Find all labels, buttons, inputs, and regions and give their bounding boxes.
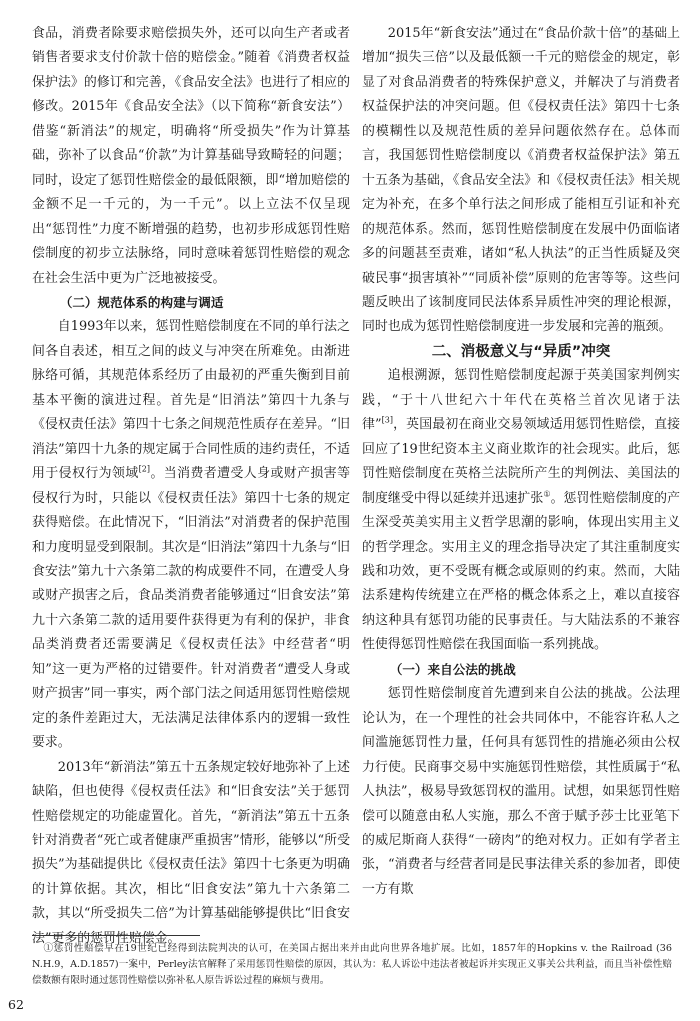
citation-ref: [3]: [381, 415, 393, 425]
footnote-marker: ①: [543, 489, 551, 499]
paragraph-text: ，英国最初在商业交易领域适用惩罚性赔偿，直接回应了19世纪资本主义商业欺诈的社会现实。此后，惩罚性赔偿制度在英格兰法院所产生的判例法、美国法的制度继受中得以延续并迅速扩张: [362, 417, 680, 506]
page-number: 62: [8, 997, 24, 1012]
citation-ref: [2]: [138, 464, 151, 474]
subsection-heading: （一）来自公法的挑战: [389, 661, 516, 677]
footnote: [32, 941, 672, 989]
paragraph-text: 。当消费者遭受人身或财产损害等侵权行为时，只能以《侵权责任法》第四十七条的规定获得赔偿。在此情况下，“旧消法”对消费者的保护范围和力度明显受到限制。其次是“旧消法”第四十九条与“旧食安法”第九十六条第二款的构成要件不同，在遭受人身或财产损害之后，食品类消费者能够通过“旧食安法”第九十六条第二款的适用要件获得更为有利的保护，非食品类消费者还需要满足《侵权责任法》中经营者“明知”这一更为严格的过错要件。针对消费者“遭受人身或财产损害”同一事实，两个部门法之间适用惩罚性赔偿规定的条件差距过大，无法满足法律体系内的逻辑一致性要求。: [32, 466, 351, 751]
left-column: [32, 22, 350, 951]
paragraph-text: 。惩罚性赔偿制度的产生深受英美实用主义哲学思潮的影响，体现出实用主义的哲学理念。实用主义的理念指导决定了其注重制度实践和功效，更不受既有概念或原则的约束。然而，大陆法系建构传统建立在严格的概念体系之上，难以直接容纳这种具有惩罚功能的民事责任。与大陆法系的不兼容性使得惩罚性赔偿在我国面临一系列挑战。: [362, 490, 681, 653]
paragraph-text: 追根溯源，惩罚性赔偿制度起源于英美国家判例实践，“于十八世纪六十年代在英格兰首次见诸于法律”: [362, 368, 680, 433]
footnote-rule: [32, 935, 200, 936]
subsection-heading: （二）规范体系的构建与调适: [59, 294, 224, 310]
paragraph: 惩罚性赔偿制度首先遭到来自公法的挑战。公法理论认为，在一个理性的社会共同体中，不能容许私人之间滥施惩罚性力量，任何具有惩罚性的措施必须由公权力行使。民商事交易中实施惩罚性赔偿，其性质属于“私人执法”，极易导致惩罚权的滥用。试想，如果惩罚性赔偿可以随意由私人实施，那么不啻于赋予莎士比亚笔下的威尼斯商人获得“一磅肉”的绝对权力。正如有学者主张，“消费者与经营者同是民事法律关系的参加者，即使一方有欺: [362, 686, 680, 897]
paragraph: 2013年“新消法”第五十五条规定较好地弥补了上述缺陷，但也使得《侵权责任法》和“旧食安法”关于惩罚性赔偿规定的功能虚置化。首先，“新消法”第五十五条针对消费者“死亡或者健康严重损害”情形，能够以“所受损失”为基础提供比《侵权责任法》第四十七条更为明确的计算依据。其次，相比“旧食安法”第九十六条第二款，其以“所受损失二倍”为计算基础能够提供比“旧食安法”更多的惩罚性赔偿金。: [32, 759, 350, 946]
paragraph: [362, 364, 680, 657]
section-heading: 二、消极意义与“异质”冲突: [431, 343, 611, 360]
right-column: [362, 22, 680, 902]
paragraph: 食品，消费者除要求赔偿损失外，还可以向生产者或者销售者要求支付价款十倍的赔偿金。”随着《消费者权益保护法》的修订和完善，《食品安全法》也进行了相应的修改。2015年《食品安全法》（以下简称“新食安法”）借鉴“新消法”的规定，明确将“所受损失”作为计算基础，弥补了以食品“价款”为计算基础导致畸轻的问题；同时，设定了惩罚性赔偿金的最低限额，即“增加赔偿的金额不足一千元的，为一千元”。以上立法不仅呈现出“惩罚性”力度不断增强的趋势，也初步形成惩罚性赔偿制度的初步立法脉络，同时意味着惩罚性赔偿的观念在社会生活中更为广泛地被接受。: [32, 26, 350, 286]
paragraph-text: 自1993年以来，惩罚性赔偿制度在不同的单行法之间各自表述，相互之间的歧义与冲突在所难免。由渐进脉络可循，其规范体系经历了由最初的严重失衡到目前基本平衡的演进过程。首先是“旧消法”第四十九条与《侵权责任法》第四十七条之间规范性质存在差异。“旧消法”第四十九条的规定属于合同性质的违约责任，不适用于侵权行为领域: [32, 319, 350, 482]
paragraph: [32, 315, 350, 755]
paragraph: 2015年“新食安法”通过在“食品价款十倍”的基础上增加“损失三倍”以及最低额一千元的赔偿金的规定，彰显了对食品消费者的特殊保护意义，并解决了与消费者权益保护法的冲突问题。但《侵权责任法》第四十七条的模糊性以及规范性质的差异问题依然存在。总体而言，我国惩罚性赔偿制度以《消费者权益保护法》第五十五条为基础，《食品安全法》和《侵权责任法》相关规定为补充，在多个单行法之间形成了能相互引证和补充的规范体系。然而，惩罚性赔偿制度在发展中仍面临诸多的问题甚至责难，诸如“私人执法”的正当性质疑及突破民事“损害填补”“同质补偿”原则的危害等等。这些问题反映出了该制度同民法体系异质性冲突的理论根源，同时也成为惩罚性赔偿制度进一步发展和完善的瓶颈。: [362, 26, 680, 335]
footnote-text: ①惩罚性赔偿早在19世纪已经得到法院判决的认可，在美国占据出来并由此向世界各地扩展。比如，1857年的Hopkins v. the Railroad (36 N.H.9，A.D.1857)一案中，Perley法官解释了采用惩罚性赔偿的原因，其认为：私人诉讼中违法者被起诉并实现正义事关公共利益，而且当补偿性赔偿数额有限时通过惩罚性赔偿以弥补私人原告诉讼过程的麻烦与费用。: [32, 943, 672, 986]
